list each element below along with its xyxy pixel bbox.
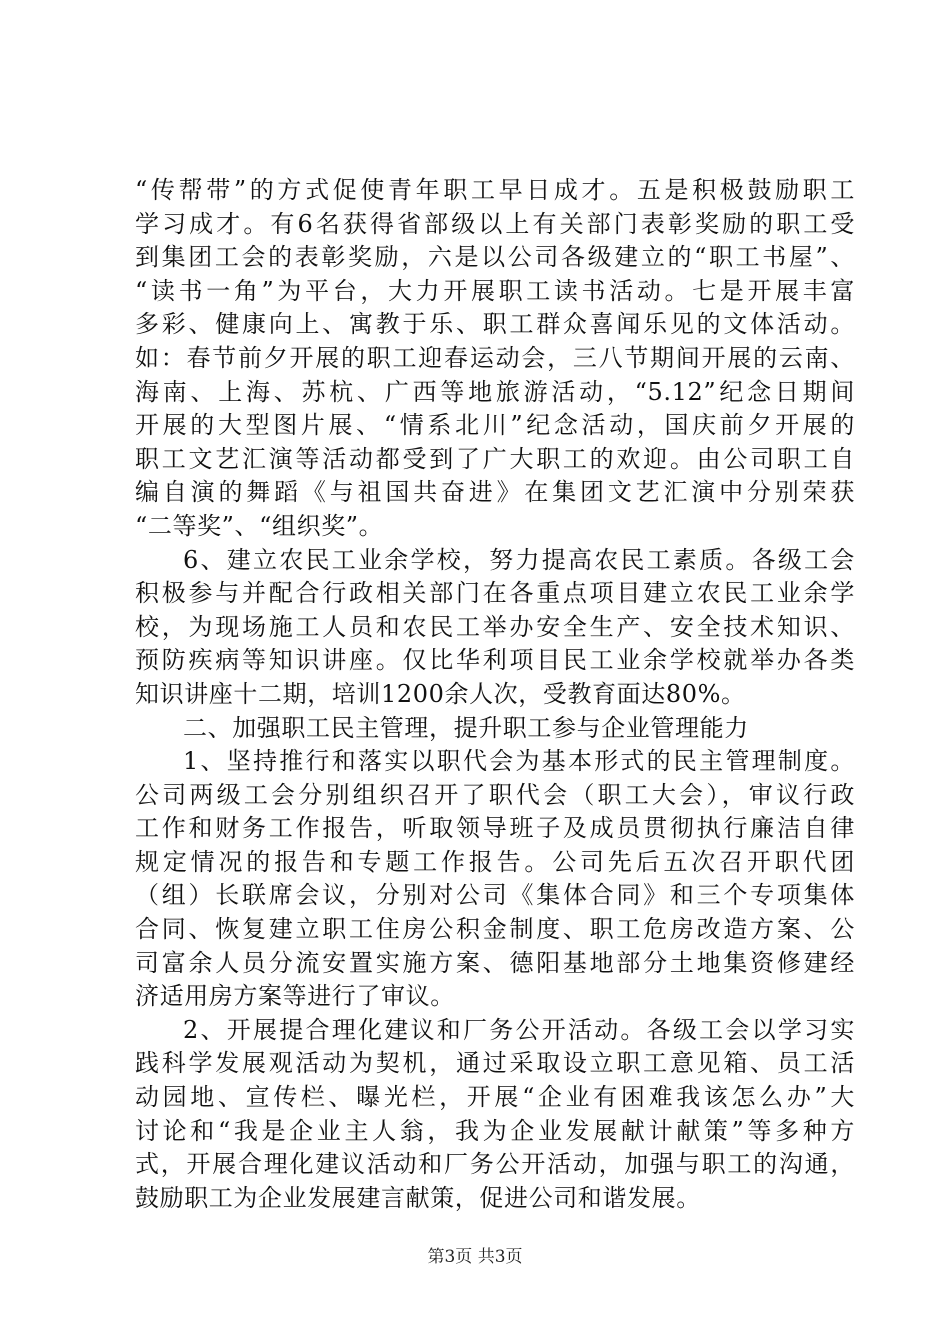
text-line: （组）长联席会议，分别对公司《集体合同》和三个专项集体	[135, 881, 855, 910]
text-line: 合同、恢复建立职工住房公积金制度、职工危房改造方案、公	[135, 915, 855, 944]
text-line: 工作和财务工作报告，听取领导班子及成员贯彻执行廉洁自律	[135, 814, 855, 843]
text-line: 式，开展合理化建议活动和厂务公开活动，加强与职工的沟通，	[135, 1150, 855, 1179]
text-line: 动园地、宣传栏、曝光栏，开展“企业有困难我该怎么办”大	[135, 1083, 855, 1112]
text-line: 预防疾病等知识讲座。仅比华利项目民工业余学校就举办各类	[135, 646, 855, 675]
document-body	[135, 174, 855, 1215]
text-line: 多彩、健康向上、寓教于乐、职工群众喜闻乐见的文体活动。	[135, 310, 855, 339]
text-line: 司富余人员分流安置实施方案、德阳基地部分土地集资修建经	[135, 948, 855, 977]
text-line: 1、坚持推行和落实以职代会为基本形式的民主管理制度。	[183, 747, 855, 776]
text-line: 践科学发展观活动为契机，通过采取设立职工意见箱、员工活	[135, 1049, 855, 1078]
text-line: 2、开展提合理化建议和厂务公开活动。各级工会以学习实	[183, 1015, 855, 1044]
text-line: 公司两级工会分别组织召开了职代会（职工大会），审议行政	[135, 780, 855, 809]
text-line: 讨论和“我是企业主人翁，我为企业发展献计献策”等多种方	[135, 1116, 855, 1145]
text-line: 编自演的舞蹈《与祖国共奋进》在集团文艺汇演中分别荣获	[135, 478, 855, 507]
text-line: 校，为现场施工人员和农民工举办安全生产、安全技术知识、	[135, 612, 855, 641]
text-line: 鼓励职工为企业发展建言献策，促进公司和谐发展。	[135, 1183, 701, 1212]
text-line: 职工文艺汇演等活动都受到了广大职工的欢迎。由公司职工自	[135, 444, 855, 473]
text-line: 到集团工会的表彰奖励，六是以公司各级建立的“职工书屋”、	[135, 243, 855, 272]
page-footer: 第3页 共3页	[427, 1247, 523, 1267]
text-line: “读书一角”为平台，大力开展职工读书活动。七是开展丰富	[135, 276, 855, 305]
text-line: 知识讲座十二期，培训1200余人次，受教育面达80%。	[135, 679, 746, 708]
text-line: 济适用房方案等进行了审议。	[135, 982, 455, 1011]
text-line: 积极参与并配合行政相关部门在各重点项目建立农民工业余学	[135, 579, 855, 608]
text-line: 6、建立农民工业余学校，努力提高农民工素质。各级工会	[183, 545, 855, 574]
text-line: 海南、上海、苏杭、广西等地旅游活动，“5.12”纪念日期间	[135, 377, 855, 406]
text-line: 如：春节前夕开展的职工迎春运动会，三八节期间开展的云南、	[135, 343, 855, 372]
text-line: “传帮带”的方式促使青年职工早日成才。五是积极鼓励职工	[135, 176, 855, 204]
text-line: 规定情况的报告和专题工作报告。公司先后五次召开职代团	[135, 847, 855, 876]
text-line: 二、加强职工民主管理，提升职工参与企业管理能力	[183, 713, 749, 742]
text-line: 开展的大型图片展、“情系北川”纪念活动，国庆前夕开展的	[135, 411, 855, 440]
text-line: 学习成才。有6名获得省部级以上有关部门表彰奖励的职工受	[135, 209, 855, 238]
text-line: “二等奖”、“组织奖”。	[135, 511, 384, 540]
